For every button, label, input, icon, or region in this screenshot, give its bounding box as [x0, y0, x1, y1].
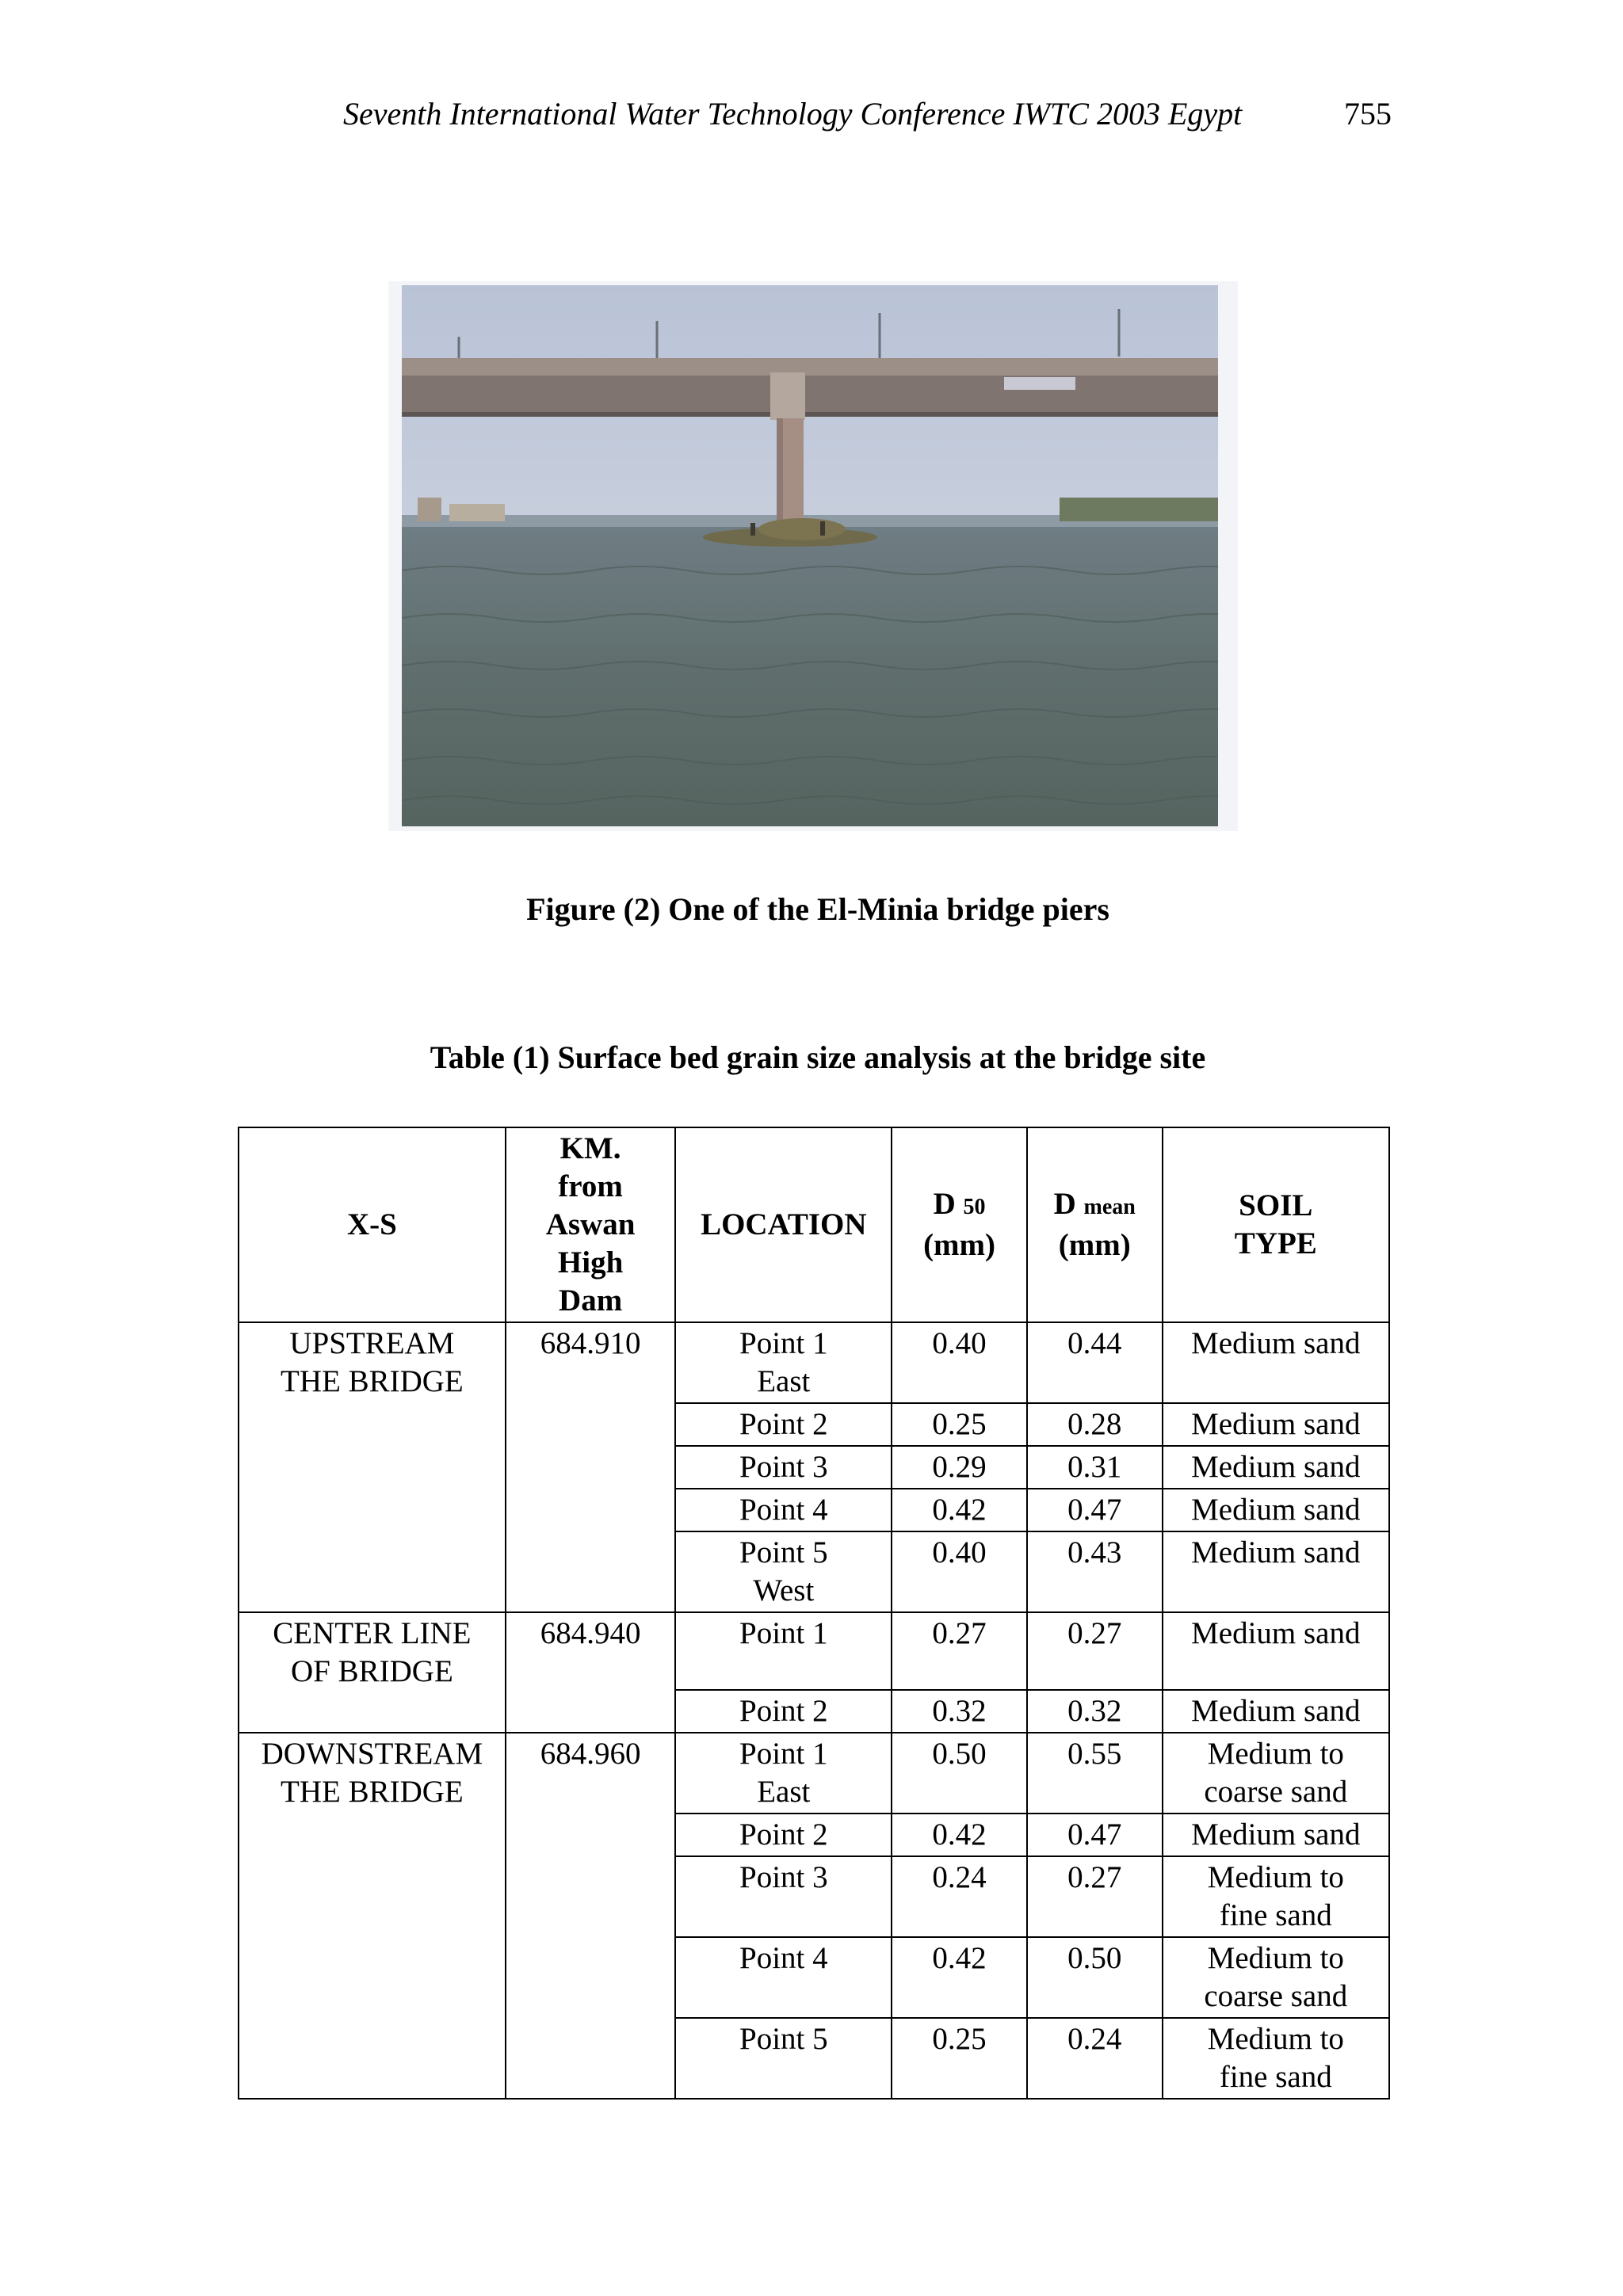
soil-cell: Medium sand [1163, 1489, 1389, 1531]
soil-cell: Medium to coarse sand [1163, 1937, 1389, 2018]
d50-cell: 0.25 [892, 2018, 1027, 2099]
table-row [239, 1322, 1389, 1403]
figure-caption: Figure (2) One of the El-Minia bridge piers [526, 891, 1109, 927]
location-cell: Point 3 [675, 1856, 892, 1937]
soil-cell: Medium sand [1163, 1612, 1389, 1690]
soil-cell: Medium to fine sand [1163, 1856, 1389, 1937]
page-number: 755 [1344, 96, 1392, 132]
dmean-cell: 0.32 [1027, 1690, 1163, 1733]
figure-photo-frame [388, 281, 1238, 831]
location-cell: Point 4 [675, 1937, 892, 2018]
d50-cell: 0.40 [892, 1531, 1027, 1612]
dmean-cell: 0.47 [1027, 1814, 1163, 1856]
dmean-cell: 0.44 [1027, 1322, 1163, 1403]
location-cell: Point 2 [675, 1403, 892, 1446]
header-soil-type: SOIL TYPE [1163, 1127, 1389, 1322]
d50-cell: 0.42 [892, 1937, 1027, 2018]
d50-cell: 0.32 [892, 1690, 1027, 1733]
location-cell: Point 4 [675, 1489, 892, 1531]
location-cell: Point 5 West [675, 1531, 892, 1612]
dmean-cell: 0.43 [1027, 1531, 1163, 1612]
header-km: KM. from Aswan High Dam [506, 1127, 676, 1322]
d50-cell: 0.29 [892, 1446, 1027, 1489]
location-cell: Point 1 East [675, 1322, 892, 1403]
grain-size-table [238, 1127, 1390, 2100]
km-cell: 684.940 [506, 1612, 676, 1733]
location-cell: Point 2 [675, 1814, 892, 1856]
xs-cell: UPSTREAM THE BRIDGE [239, 1322, 506, 1612]
dmean-cell: 0.27 [1027, 1856, 1163, 1937]
bridge-pier-photo [402, 285, 1218, 826]
dmean-cell: 0.31 [1027, 1446, 1163, 1489]
d50-cell: 0.42 [892, 1489, 1027, 1531]
d50-cell: 0.42 [892, 1814, 1027, 1856]
page-header [0, 95, 1623, 143]
d50-cell: 0.25 [892, 1403, 1027, 1446]
header-d50: D 50 (mm) [892, 1127, 1027, 1322]
header-location: LOCATION [675, 1127, 892, 1322]
table-caption: Table (1) Surface bed grain size analysis at the bridge site [430, 1039, 1206, 1075]
dmean-cell: 0.24 [1027, 2018, 1163, 2099]
table-row [239, 1612, 1389, 1690]
soil-cell: Medium sand [1163, 1322, 1389, 1403]
soil-cell: Medium sand [1163, 1814, 1389, 1856]
km-cell: 684.910 [506, 1322, 676, 1612]
location-cell: Point 1 East [675, 1733, 892, 1814]
xs-cell: CENTER LINE OF BRIDGE [239, 1612, 506, 1733]
conference-title: Seventh International Water Technology Conference IWTC 2003 Egypt [343, 96, 1243, 132]
d50-cell: 0.24 [892, 1856, 1027, 1937]
header-xs: X-S [239, 1127, 506, 1322]
soil-cell: Medium sand [1163, 1690, 1389, 1733]
river-water [402, 527, 1218, 826]
d50-cell: 0.40 [892, 1322, 1027, 1403]
bridge-deck [402, 358, 1218, 417]
d50-cell: 0.50 [892, 1733, 1027, 1814]
soil-cell: Medium to coarse sand [1163, 1733, 1389, 1814]
km-cell: 684.960 [506, 1733, 676, 2099]
dmean-cell: 0.47 [1027, 1489, 1163, 1531]
soil-cell: Medium sand [1163, 1446, 1389, 1489]
location-cell: Point 2 [675, 1690, 892, 1733]
location-cell: Point 5 [675, 2018, 892, 2099]
location-cell: Point 1 [675, 1612, 892, 1690]
dmean-cell: 0.27 [1027, 1612, 1163, 1690]
xs-cell: DOWNSTREAM THE BRIDGE [239, 1733, 506, 2099]
dmean-cell: 0.50 [1027, 1937, 1163, 2018]
table-row [239, 1733, 1389, 1814]
dmean-cell: 0.55 [1027, 1733, 1163, 1814]
soil-cell: Medium sand [1163, 1531, 1389, 1612]
d50-cell: 0.27 [892, 1612, 1027, 1690]
soil-cell: Medium sand [1163, 1403, 1389, 1446]
location-cell: Point 3 [675, 1446, 892, 1489]
dmean-cell: 0.28 [1027, 1403, 1163, 1446]
soil-cell: Medium to fine sand [1163, 2018, 1389, 2099]
table-header-row [239, 1127, 1389, 1322]
header-dmean: D mean (mm) [1027, 1127, 1163, 1322]
